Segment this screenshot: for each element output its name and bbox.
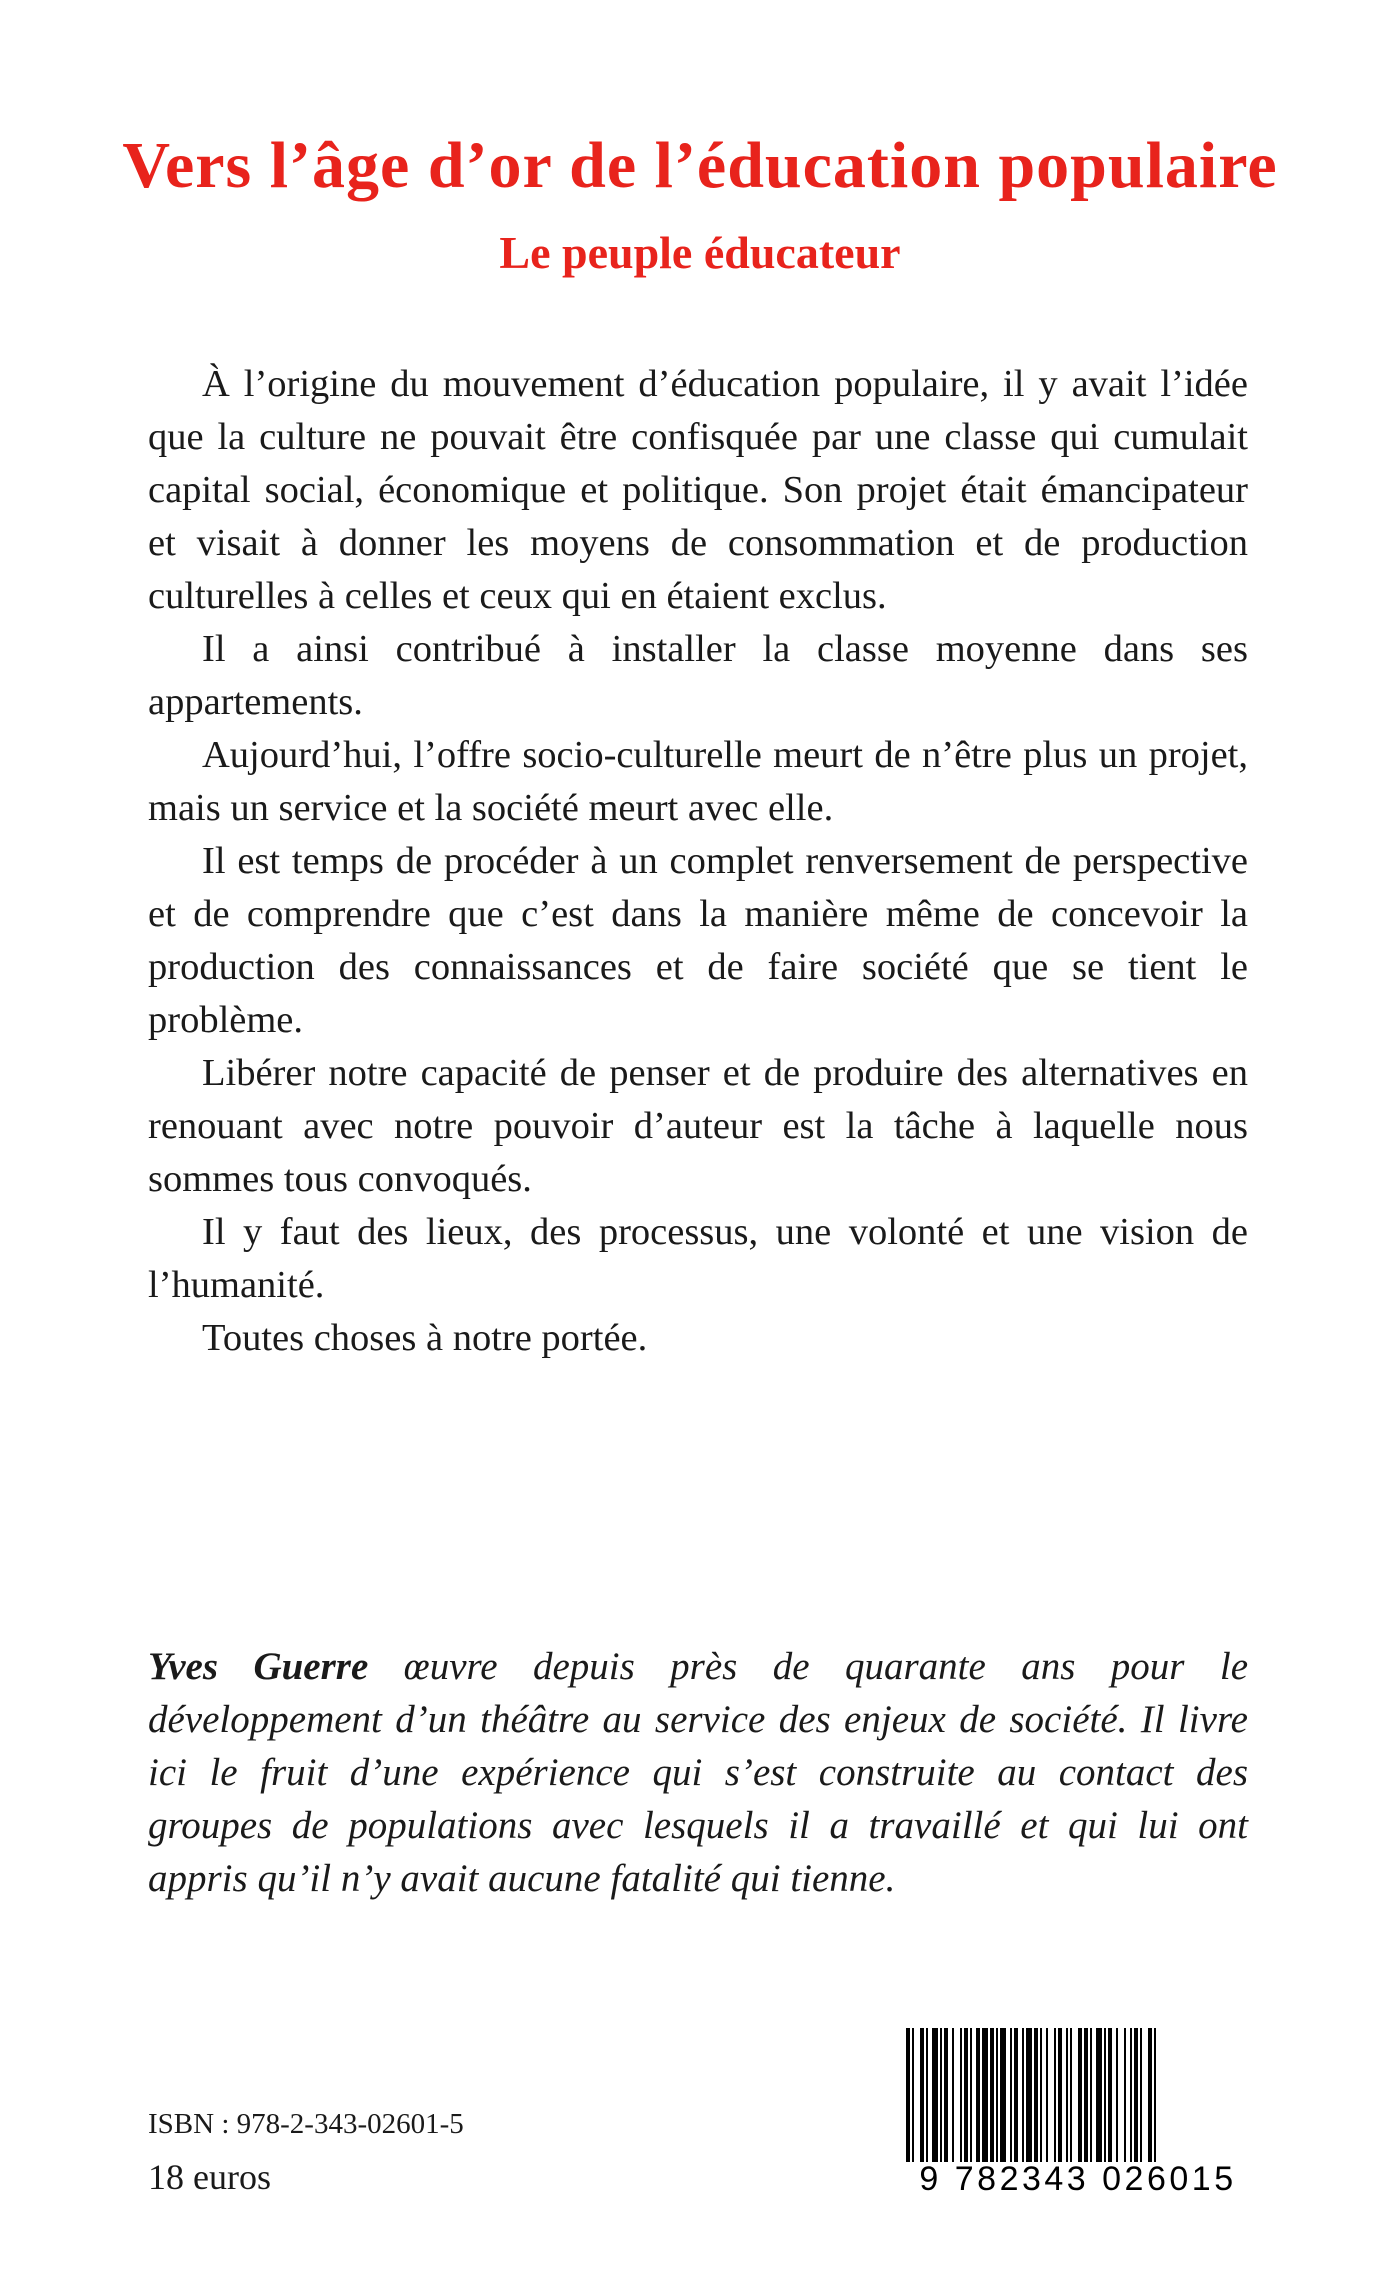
blurb-paragraph: Il a ainsi contribué à installer la classe moyenne dans ses appartements. [148, 628, 1248, 723]
barcode-bar [932, 2028, 938, 2178]
blurb-paragraph: À l’origine du mouvement d’éducation populaire, il y avait l’idée que la culture ne pouvait être confisquée par une classe qui cumulait capital social, économique et politique. Son projet était émancipateur et visait à donner les moyens de consommation et de production culturelles à celles et ceux qui en étaient exclus. [148, 363, 1248, 617]
barcode-bar [940, 2028, 942, 2178]
author-bio [148, 1640, 1248, 1905]
barcode-bar [1026, 2028, 1032, 2178]
barcode-bar [996, 2028, 998, 2178]
blurb-paragraph: Toutes choses à notre portée. [202, 1317, 648, 1359]
barcode-bar [1070, 2028, 1072, 2178]
barcode-bar [1148, 2028, 1152, 2178]
barcode-bar [1040, 2028, 1042, 2178]
book-subtitle: Le peuple éducateur [499, 227, 901, 278]
barcode-bar [960, 2028, 962, 2178]
author-name: Yves Guerre [148, 1645, 369, 1688]
barcode [900, 2028, 1256, 2198]
barcode-bar [1096, 2028, 1102, 2178]
barcode-bar [1084, 2028, 1088, 2178]
barcode-bar [1116, 2028, 1118, 2178]
barcode-bar [1034, 2028, 1038, 2178]
barcode-bar [920, 2028, 924, 2178]
barcode-bar [1078, 2028, 1082, 2178]
barcode-bar [944, 2028, 948, 2178]
barcode-bar [1140, 2028, 1142, 2178]
isbn: ISBN : 978-2-343-02601-5 [148, 2108, 464, 2140]
barcode-digits: 9 782343 026015 [900, 2162, 1256, 2196]
barcode-bar [912, 2028, 914, 2178]
book-title: Vers l’âge d’or de l’éducation populaire [122, 129, 1278, 202]
blurb-paragraph: Il y faut des lieux, des processus, une volonté et une vision de l’humanité. [148, 1211, 1248, 1306]
author-bio-text: œuvre depuis près de quarante ans pour le développement d’un théâtre au service des enjeux de société. Il livre ici le fruit d’une expérience qui s’est construite au contact des groupes de populations avec lesquels il a travaillé et qui lui ont appris qu’il n’y avait aucune fatalité qui tienne. [148, 1645, 1249, 1900]
blurb-paragraph: Libérer notre capacité de penser et de produire des alternatives en renouant avec notre pouvoir d’auteur est la tâche à laquelle nous sommes tous convoqués. [148, 1052, 1248, 1200]
barcode-bar [1154, 2028, 1156, 2178]
barcode-bar [1014, 2028, 1018, 2178]
barcode-bar [1000, 2028, 1006, 2178]
price: 18 euros [148, 2157, 271, 2197]
barcode-bar [982, 2028, 988, 2178]
barcode-bar [906, 2028, 910, 2178]
barcode-bar [926, 2028, 928, 2178]
barcode-bar [1134, 2028, 1138, 2178]
barcode-bar [1054, 2028, 1056, 2178]
barcode-bar [1108, 2028, 1112, 2178]
blurb-paragraph: Aujourd’hui, l’offre socio-culturelle meurt de n’être plus un projet, mais un service et la société meurt avec elle. [148, 734, 1248, 829]
barcode-bar [1046, 2028, 1048, 2178]
barcode-bar [970, 2028, 972, 2178]
barcode-bar [1010, 2028, 1012, 2178]
barcode-bar [1130, 2028, 1132, 2178]
barcode-bar [1022, 2028, 1024, 2178]
barcode-bar [964, 2028, 968, 2178]
barcode-bar [1124, 2028, 1126, 2178]
blurb-text [148, 358, 1248, 1365]
barcode-bar [990, 2028, 994, 2178]
blurb-paragraph: Il est temps de procéder à un complet renversement de perspective et de comprendre que c’est dans la manière même de concevoir la production des connaissances et de faire société que se tient le problème. [148, 840, 1248, 1041]
barcode-bars [900, 2028, 1256, 2178]
barcode-bar [952, 2028, 954, 2178]
barcode-bar [976, 2028, 980, 2178]
barcode-bar [1058, 2028, 1062, 2178]
barcode-bar [1090, 2028, 1092, 2178]
barcode-bar [1104, 2028, 1106, 2178]
barcode-bar [1066, 2028, 1068, 2178]
